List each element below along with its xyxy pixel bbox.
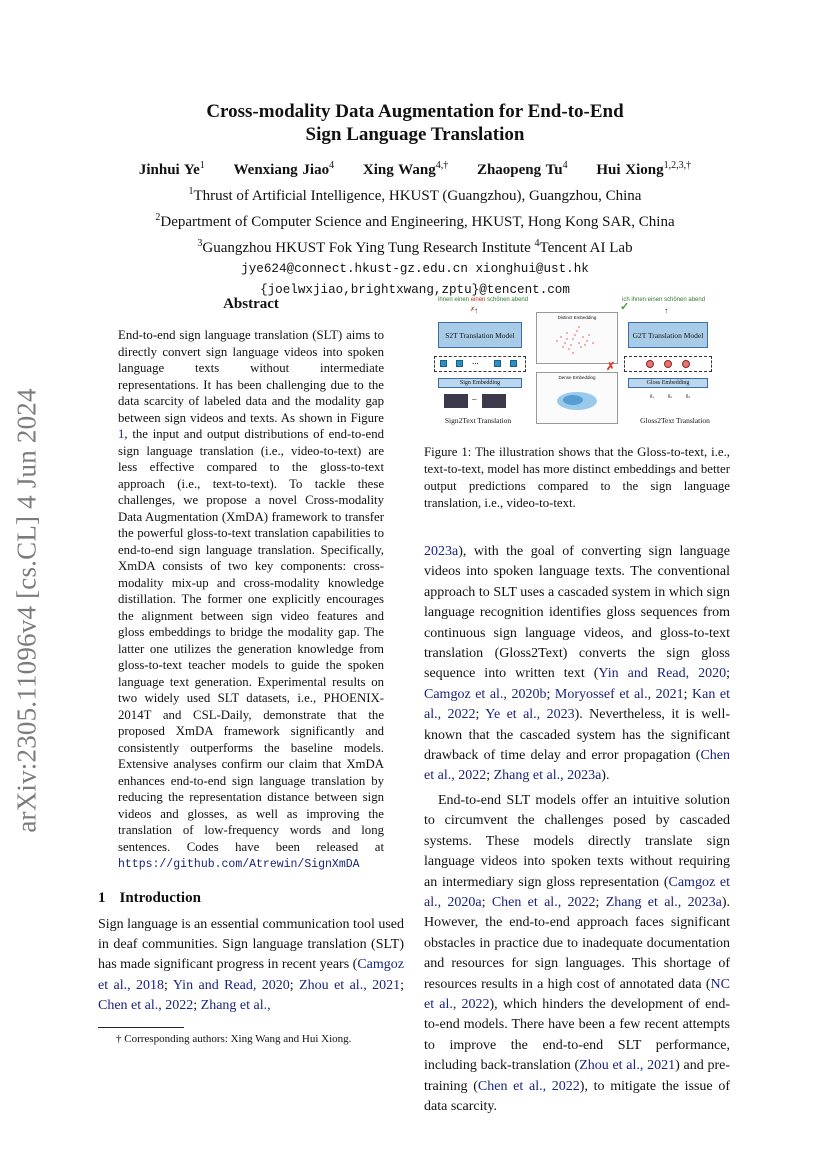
feature-square: [510, 360, 517, 367]
author: Xing Wang$^{4,\dagger}$: [362, 160, 449, 178]
abstract-heading: Abstract: [223, 296, 279, 312]
right-panel-label: Gloss2Text Translation: [640, 416, 710, 425]
figure-ref-link[interactable]: 1: [118, 427, 125, 441]
title-line-2: Sign Language Translation: [305, 124, 525, 145]
citation-link[interactable]: Zhou et al., 2021: [579, 1058, 676, 1074]
code-url-link[interactable]: https://github.com/Atrewin/SignXmDA: [118, 858, 360, 871]
title-line-1: Cross-modality Data Augmentation for End-to-End: [206, 101, 624, 122]
email-line-1: jye624@connect.hkust-gz.edu.cn xionghui@ust.hk: [241, 262, 589, 276]
ellipsis: ...: [472, 356, 479, 366]
author: Wenxiang Jiao$^4$: [233, 160, 335, 178]
citation-link[interactable]: Zhang et al.,: [200, 998, 271, 1014]
section-heading-introduction: 1 Introduction: [98, 889, 201, 906]
g2t-model-box: G2T Translation Model: [628, 322, 708, 348]
arxiv-stamp-text: arXiv:2305.11096v4 [cs.CL] 4 Jun 2024: [11, 387, 42, 833]
figure-caption: Figure 1: The illustration shows that the Gloss-to-text, i.e., text-to-text, model has more distinct embeddings and better output predictions compared to the sign language translation, i.e., video-to-text.: [424, 445, 730, 510]
arrow-up-icon: ↑: [664, 306, 668, 315]
citation-link[interactable]: Chen et al., 2022: [424, 748, 730, 784]
left-panel-label: Sign2Text Translation: [444, 416, 512, 425]
citation-link[interactable]: Yin and Read, 2020: [598, 666, 727, 682]
email-line-2: {joelwxjiao,brightxwang,zptu}@tencent.com: [260, 283, 570, 297]
left-column: [98, 292, 404, 1046]
right-paragraph-1: 2023a), with the goal of converting sign language videos into spoken language texts. The conventional approach to SLT uses a cascaded system in which sign language recognition identifies gloss sequences from continuous sign language videos, and gloss-to-text translation (Gloss2Text) converts the sign gloss sequence into written text (Yin and Read, 2020; Camgoz et al., 2020b; Moryossef et al., 2021; Kan et al., 2022; Ye et al., 2023). Nevertheless, it is well-known that the cascaded system has the significant drawback of time delay and error propagation (Chen et al., 2022; Zhang et al., 2023a).: [424, 544, 731, 784]
g2t-output-sentence: ich ihnen einen schönen abend: [622, 297, 706, 303]
arxiv-stamp: [2, 370, 52, 850]
citation-link[interactable]: NC et al., 2022: [424, 976, 730, 1012]
citation-link[interactable]: Moryossef et al., 2021: [554, 686, 684, 702]
citation-link[interactable]: Zhou et al., 2021: [299, 977, 401, 993]
gloss-token: g₃: [685, 394, 691, 399]
gloss-feature-circle: [646, 360, 654, 368]
affiliation-3: $^3$Guangzhou HKUST Fok Ying Tung Research Institute $^4$Tencent AI Lab: [197, 238, 633, 256]
paper-title: [100, 100, 730, 146]
author: Zhaopeng Tu$^4$: [476, 160, 568, 178]
footnote: † Corresponding authors: Xing Wang and Hui Xiong.: [116, 1032, 352, 1045]
right-paragraph-2: End-to-end SLT models offer an intuitive solution to circumvent the challenges posed by cascaded systems. These models directly translate sign language videos into spoken texts without requiring an intermediary sign gloss representation (Camgoz et al., 2020a; Chen et al., 2022; Zhang et al., 2023a). However, the end-to-end approach faces significant obstacles in practice due to inadequate documentation and resources for sign languages. This shortage of resources results in a high cost of annotated data (NC et al., 2022), which hinders the development of end-to-end models. There have been a few recent attempts to improve the end-to-end SLT performance, including back-translation (Zhou et al., 2021) and pre-training (Chen et al., 2022), to mitigate the issue of data scarcity.: [424, 792, 730, 1114]
citation-link[interactable]: Camgoz et al., 2018: [98, 957, 404, 993]
gloss-token: g₂: [667, 394, 673, 399]
citation-link[interactable]: Chen et al., 2022: [491, 894, 596, 910]
cross-icon: ✗: [606, 361, 616, 373]
check-icon: ✓: [620, 301, 630, 313]
dense-embedding-plot: Dense Embedding: [536, 372, 618, 424]
affiliation-2: $^2$Department of Computer Science and Engineering, HKUST, Hong Kong SAR, China: [155, 212, 675, 230]
dense-scatter: [537, 373, 617, 423]
distinct-scatter: [537, 313, 617, 363]
affiliation-1: $^1$Thrust of Artificial Intelligence, HKUST (Guangzhou), Guangzhou, China: [188, 186, 642, 204]
figure-1: [424, 292, 730, 432]
citation-link[interactable]: 2023a: [424, 544, 459, 559]
citation-link[interactable]: Chen et al., 2022: [477, 1078, 580, 1094]
arrow-up-icon: ↑: [474, 306, 478, 315]
gloss-embedding-box: Gloss Embedding: [628, 378, 708, 388]
sign-video-frame: [444, 394, 468, 408]
gloss-feature-circle: [664, 360, 672, 368]
citation-link[interactable]: Camgoz et al., 2020b: [424, 686, 547, 702]
citation-link[interactable]: Chen et al., 2022: [98, 998, 194, 1014]
s2t-model-box: S2T Translation Model: [438, 322, 522, 348]
sign-video-frame: [482, 394, 506, 408]
feature-square: [456, 360, 463, 367]
citation-link[interactable]: Zhang et al., 2023a: [605, 894, 722, 910]
feature-square: [440, 360, 447, 367]
gloss-token: g₁: [649, 394, 655, 399]
author-list: [100, 155, 730, 181]
gloss-feature-circle: [682, 360, 690, 368]
intro-paragraph: Sign language is an essential communication tool used in deaf communities. Sign language translation (SLT) has made significant progress in recent years (Camgoz et al., 2018; Yin and Read, 2020; Zhou et al., 2021; Chen et al., 2022; Zhang et al.,: [98, 916, 405, 1014]
right-column: [424, 292, 730, 1117]
footnote-rule: [98, 1027, 184, 1028]
distinct-embedding-plot: Distinct Embedding: [536, 312, 618, 364]
citation-link[interactable]: Camgoz et al., 2020a: [424, 874, 730, 910]
title-block: [100, 100, 730, 301]
author: Jinhui Ye$^1$: [138, 160, 205, 178]
citation-link[interactable]: Ye et al., 2023: [485, 707, 575, 723]
sign-embedding-box: Sign Embedding: [438, 378, 522, 388]
citation-link[interactable]: Kan et al., 2022: [424, 686, 731, 723]
frames-dash: –: [472, 394, 477, 404]
abstract-text: End-to-end sign language translation (SLT) aims to directly convert sign language videos into spoken language texts without intermediate representations. It has been challenging due to the data scarcity of labeled data and the modality gap between sign videos and texts. As shown in Figure 1, the input and output distributions of end-to-end sign language translation (i.e., video-to-text) are less effective compared to the gloss-to-text approach (i.e., text-to-text). To tackle these challenges, we propose a novel Cross-modality Data Augmentation (XmDA) framework to transfer the powerful gloss-to-text translation capabilities to end-to-end sign language translation. Specifically, XmDA consists of two key components: cross-modality mix-up and cross-modality knowledge distillation. The former one explicitly encourages the alignment between sign video features and gloss embeddings to bridge the modality gap. The latter one utilizes the generation knowledge from gloss-to-text teacher models to guide the spoken language text generation. Experimental results on two widely used SLT datasets, i.e., PHOENIX-2014T and CSL-Daily, demonstrate that the proposed XmDA framework significantly and consistently outperforms the baseline models. Extensive analyses confirm our claim that XmDA enhances end-to-end sign language translation by reducing the representation distance between sign videos and glosses, as well as improving the translation of low-frequency words and long sentences. Codes have been released at https://github.com/Atrewin/SignXmDA: [118, 328, 384, 871]
s2t-output-sentence: ihnen einen einen schönen abend: [438, 297, 529, 303]
feature-square: [494, 360, 501, 367]
citation-link[interactable]: Yin and Read, 2020: [172, 977, 290, 993]
author: Hui Xiong$^{1,2,3,\dagger}$: [596, 160, 692, 178]
wrong-mark-icon: ✗: [470, 307, 476, 313]
citation-link[interactable]: Zhang et al., 2023a: [493, 768, 602, 784]
